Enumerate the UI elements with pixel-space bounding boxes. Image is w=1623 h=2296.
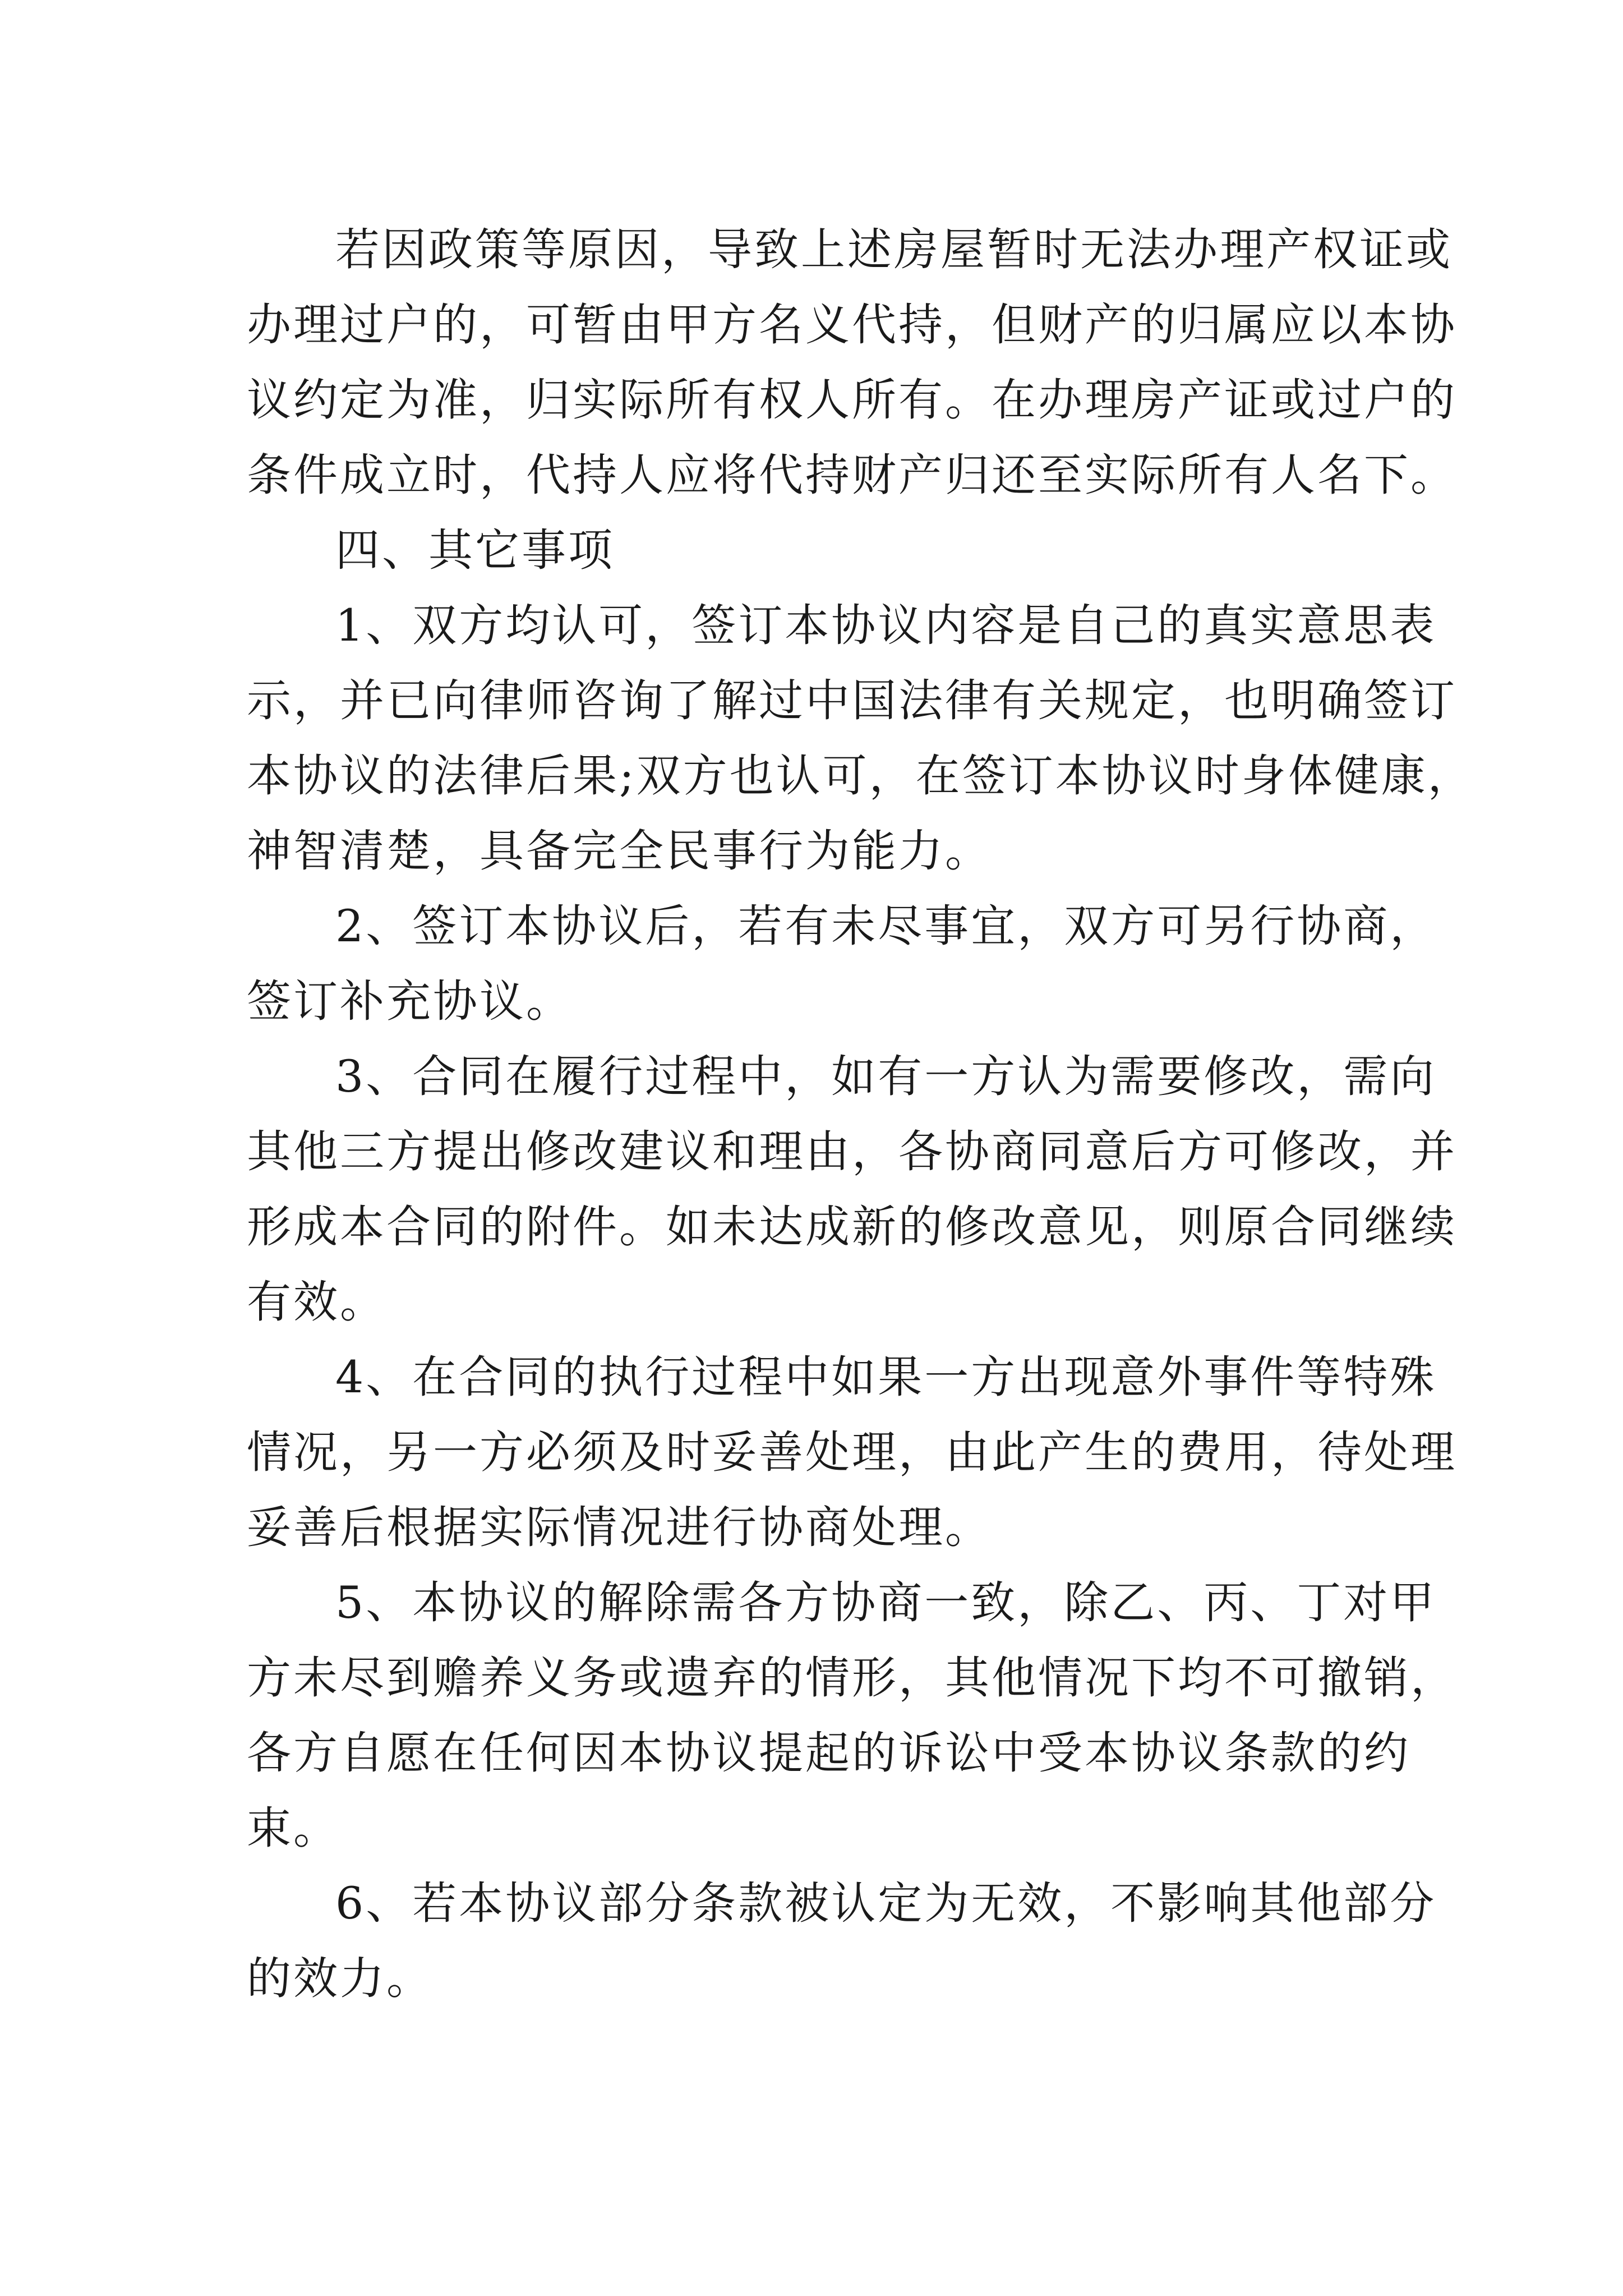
text-line: 神智清楚，具备完全民事行为能力。	[247, 825, 992, 877]
text-line: 形成本合同的附件。如未达成新的修改意见，则原合同继续	[247, 1201, 1457, 1253]
text-line: 1、双方均认可，签订本协议内容是自己的真实意思表	[335, 600, 1437, 651]
text-line: 本协议的法律后果;双方也认可，在签订本协议时身体健康，	[247, 750, 1474, 802]
text-line: 办理过户的，可暂由甲方名义代持，但财产的归属应以本协	[247, 299, 1457, 351]
text-line: 6、若本协议部分条款被认定为无效，不影响其他部分	[335, 1878, 1437, 1929]
clause-3	[247, 1039, 1457, 1340]
text-line: 妥善后根据实际情况进行协商处理。	[247, 1502, 992, 1553]
text-line: 2、签订本协议后，若有未尽事宜，双方可另行协商，	[335, 900, 1437, 952]
clause-2	[247, 889, 1437, 1039]
text-line: 3、合同在履行过程中，如有一方认为需要修改，需向	[335, 1051, 1437, 1102]
text-line: 各方自愿在任何因本协议提起的诉讼中受本协议条款的约	[247, 1727, 1410, 1779]
text-line: 签订补充协议。	[247, 976, 573, 1027]
text-line: 若因政策等原因，导致上述房屋暂时无法办理产权证或	[335, 224, 1453, 275]
text-line: 5、本协议的解除需各方协商一致，除乙、丙、丁对甲	[335, 1577, 1437, 1628]
paragraph-property-title-clause	[247, 212, 1457, 513]
section-heading-other-matters	[247, 513, 1402, 588]
text-line: 其他三方提出修改建议和理由，各协商同意后方可修改，并	[247, 1126, 1457, 1177]
text-line: 方未尽到赡养义务或遗弃的情形，其他情况下均不可撤销，	[247, 1652, 1457, 1704]
text-line: 情况，另一方必须及时妥善处理，由此产生的费用，待处理	[247, 1427, 1457, 1478]
clause-5	[247, 1565, 1457, 1866]
section-heading: 四、其它事项	[335, 524, 615, 576]
clause-4	[247, 1340, 1457, 1565]
clause-1	[247, 588, 1474, 889]
clause-6	[247, 1866, 1437, 2016]
text-line: 示，并已向律师咨询了解过中国法律有关规定，也明确签订	[247, 675, 1457, 726]
text-line: 束。	[247, 1802, 340, 1854]
text-line: 条件成立时，代持人应将代持财产归还至实际所有人名下。	[247, 449, 1457, 501]
text-line: 有效。	[247, 1276, 386, 1328]
text-line: 议约定为准，归实际所有权人所有。在办理房产证或过户的	[247, 374, 1457, 426]
text-line: 4、在合同的执行过程中如果一方出现意外事件等特殊	[335, 1351, 1437, 1403]
document-body	[247, 212, 1474, 2016]
text-line: 的效力。	[247, 1953, 433, 2004]
